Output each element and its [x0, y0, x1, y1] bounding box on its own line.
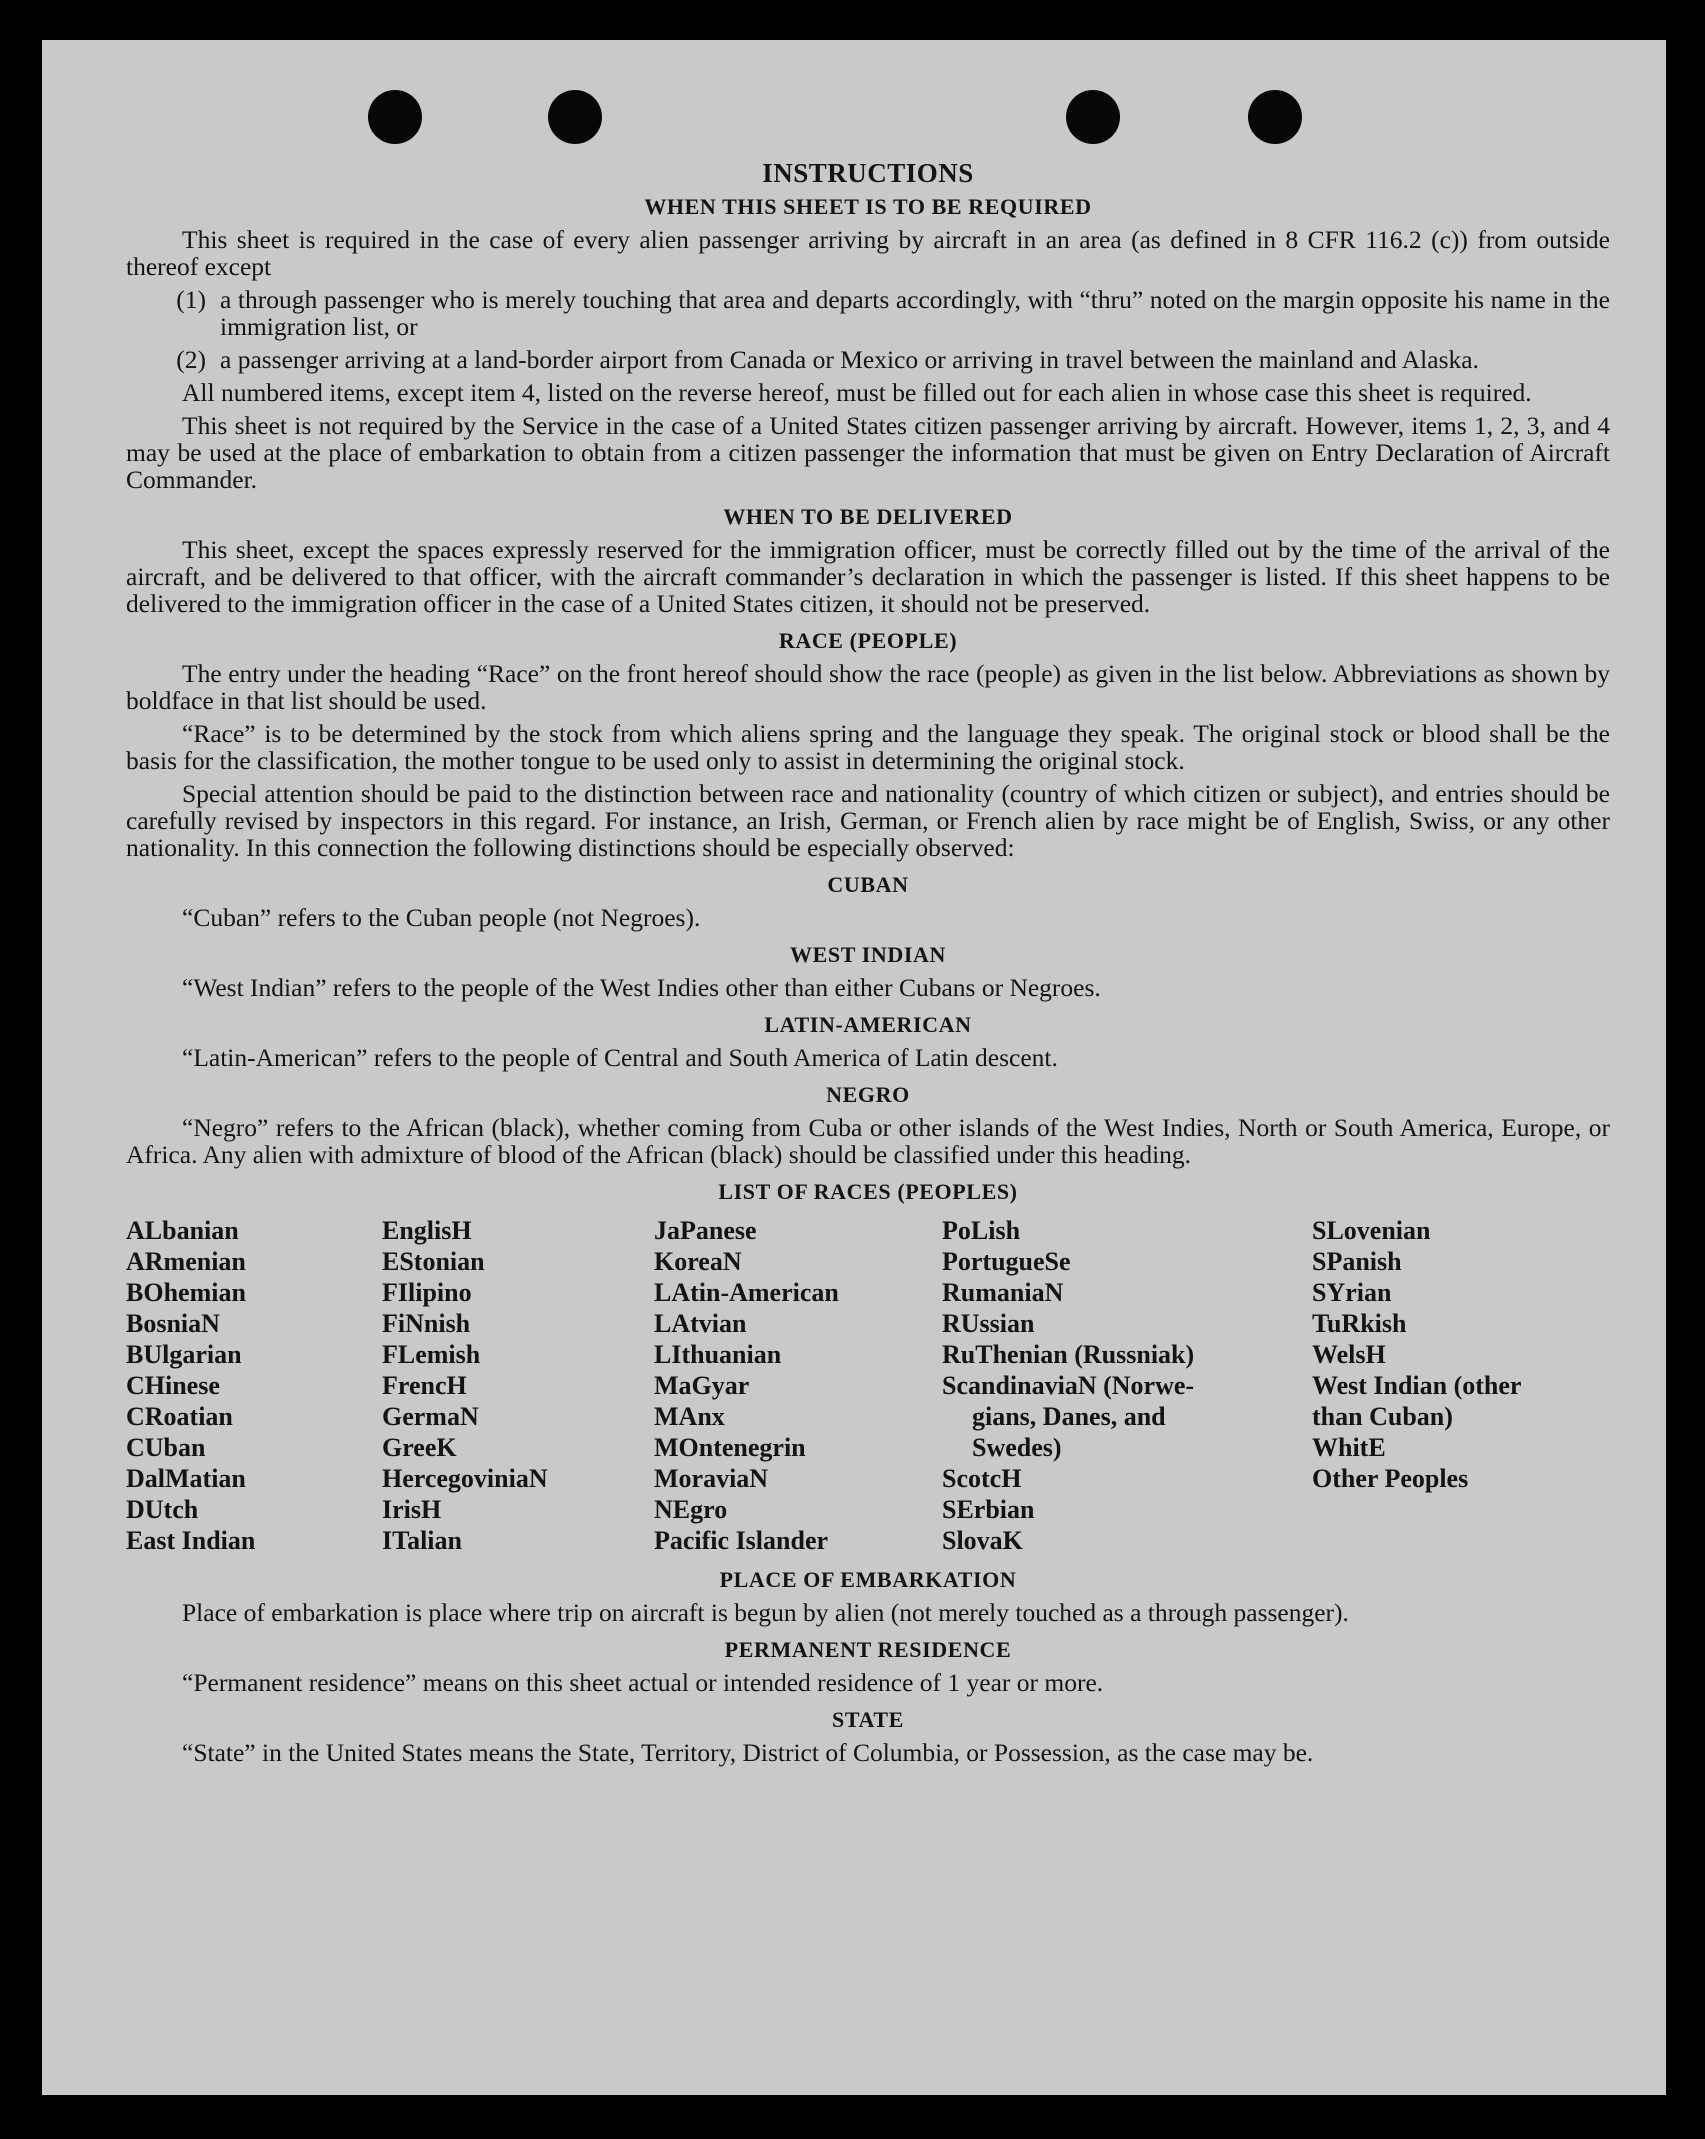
section-heading-list-of-races: LIST OF RACES (PEOPLES) [718, 1179, 1018, 1204]
race-entry: Other Peoples [1312, 1464, 1469, 1493]
race-entry: HercegoviniaN [382, 1464, 548, 1493]
section-heading-negro: NEGRO [826, 1082, 910, 1107]
paragraph-delivery: This sheet, except the spaces expressly reserved for the immigration officer, must be correctly filled out by the time of the arrival of the aircraft, and be delivered to that officer, with the aircraft commander’s declaration in which the passenger is listed. If this sheet happens to be delivered to the immigration officer in the case of a United States citizen, it should not be preserved. [126, 535, 1610, 618]
race-entry: MOntenegrin [654, 1433, 806, 1462]
race-entry: SYrian [1312, 1278, 1392, 1307]
race-entry: LAtvian [654, 1309, 747, 1338]
race-entry: BOhemian [126, 1278, 246, 1307]
section-heading-race: RACE (PEOPLE) [778, 628, 958, 653]
document-body [126, 118, 1610, 1766]
item-text: a through passenger who is merely touching that area and departs accordingly, with “thru” noted on the margin opposite his name in the immigration list, or [220, 285, 1610, 341]
race-entry: BosniaN [126, 1309, 220, 1338]
race-entry: Pacific Islander [654, 1526, 829, 1555]
item-number: (1) [176, 285, 206, 314]
race-entry: DalMatian [126, 1464, 246, 1493]
race-entry: IrisH [382, 1495, 442, 1524]
race-entry: FIlipino [382, 1278, 472, 1307]
race-list-column [382, 1215, 654, 1556]
race-entry-continued: gians, Danes, and [972, 1402, 1166, 1431]
race-list-column [1312, 1215, 1610, 1556]
race-entry: FiNnish [382, 1309, 471, 1338]
race-entry-continued: than Cuban) [1312, 1402, 1453, 1431]
paragraph-race-nationality: Special attention should be paid to the distinction between race and nationality (country of which citizen or subject), and entries should be carefully revised by inspectors in this regard. For instance, an Irish, German, or French alien by race might be of English, Swiss, or any other nationality. In this connection the following distinctions should be especially observed: [126, 779, 1610, 862]
race-entry: East Indian [126, 1526, 256, 1555]
paragraph-required-intro: This sheet is required in the case of every alien passenger arriving by aircraft in an area (as defined in 8 CFR 116.2 (c)) from outside thereof except [126, 225, 1610, 281]
race-entry: West Indian (other [1312, 1371, 1522, 1400]
race-entry: WelsH [1312, 1340, 1386, 1369]
section-heading-embarkation: PLACE OF EMBARKATION [719, 1567, 1017, 1592]
race-list-column [654, 1215, 942, 1556]
section-heading-west-indian: WEST INDIAN [790, 942, 946, 967]
paragraph-state: “State” in the United States means the State, Territory, District of Columbia, or Possession, as the case may be. [182, 1738, 1314, 1767]
page-title: INSTRUCTIONS [762, 158, 974, 188]
paragraph-west-indian: “West Indian” refers to the people of the West Indies other than either Cubans or Negroes. [182, 973, 1101, 1002]
race-entry: CHinese [126, 1371, 220, 1400]
race-entry: WhitE [1312, 1433, 1386, 1462]
race-entry: TuRkish [1312, 1309, 1407, 1338]
race-entry: MoraviaN [654, 1464, 769, 1493]
race-entry: CRoatian [126, 1402, 233, 1431]
race-entry: RumaniaN [942, 1278, 1064, 1307]
race-entry: ScandinaviaN (Norwe- [942, 1371, 1195, 1400]
race-entry: PoLish [942, 1216, 1021, 1245]
section-heading-state: STATE [832, 1707, 904, 1732]
race-entry: LIthuanian [654, 1340, 782, 1369]
section-heading-when-delivered: WHEN TO BE DELIVERED [723, 504, 1013, 529]
race-list [126, 1215, 1610, 1556]
race-entry: ScotcH [942, 1464, 1022, 1493]
race-entry: ITalian [382, 1526, 462, 1555]
race-entry: MaGyar [654, 1371, 750, 1400]
race-entry: JaPanese [654, 1216, 757, 1245]
paragraph-negro: “Negro” refers to the African (black), whether coming from Cuba or other islands of the West Indies, North or South America, Europe, or Africa. Any alien with admixture of blood of the African (black) should be classified under this heading. [126, 1113, 1610, 1169]
race-entry: SErbian [942, 1495, 1035, 1524]
race-entry: GermaN [382, 1402, 479, 1431]
race-entry: GreeK [382, 1433, 457, 1462]
race-entry: SlovaK [942, 1526, 1023, 1555]
section-heading-cuban: CUBAN [827, 872, 909, 897]
exception-item [126, 286, 1610, 340]
race-entry: FrencH [382, 1371, 467, 1400]
race-entry: RuThenian (Russniak) [942, 1340, 1195, 1369]
paragraph-citizen: This sheet is not required by the Service in the case of a United States citizen passenger arriving by aircraft. However, items 1, 2, 3, and 4 may be used at the place of embarkation to obtain from a citizen passenger the information that must be given on Entry Declaration of Aircraft Commander. [126, 411, 1610, 494]
item-text: a passenger arriving at a land-border airport from Canada or Mexico or arriving in travel between the mainland and Alaska. [220, 345, 1479, 374]
paragraph-numbered-items: All numbered items, except item 4, listed on the reverse hereof, must be filled out for each alien in whose case this sheet is required. [182, 378, 1532, 407]
race-entry: ALbanian [126, 1216, 239, 1245]
section-heading-latin-american: LATIN-AMERICAN [764, 1012, 972, 1037]
race-entry: EStonian [382, 1247, 485, 1276]
section-heading-residence: PERMANENT RESIDENCE [724, 1637, 1012, 1662]
race-list-column [126, 1215, 382, 1556]
paragraph-race-definition: “Race” is to be determined by the stock from which aliens spring and the language they speak. The original stock or blood shall be the basis for the classification, the mother tongue to be used only to assist in determining the original stock. [126, 719, 1610, 775]
exception-item [126, 346, 1610, 373]
race-entry: FLemish [382, 1340, 481, 1369]
item-number: (2) [176, 345, 206, 374]
race-entry: SPanish [1312, 1247, 1402, 1276]
race-entry: SLovenian [1312, 1216, 1431, 1245]
race-entry: CUban [126, 1433, 206, 1462]
document-page [42, 40, 1666, 2095]
paragraph-latin-american: “Latin-American” refers to the people of Central and South America of Latin descent. [182, 1043, 1058, 1072]
race-entry: KoreaN [654, 1247, 742, 1276]
paragraph-cuban: “Cuban” refers to the Cuban people (not Negroes). [182, 903, 701, 932]
paragraph-race-entry: The entry under the heading “Race” on the front hereof should show the race (people) as given in the list below. Abbreviations as shown by boldface in that list should be used. [126, 659, 1610, 715]
section-heading-when-required: WHEN THIS SHEET IS TO BE REQUIRED [644, 194, 1092, 219]
paragraph-residence: “Permanent residence” means on this sheet actual or intended residence of 1 year or more. [182, 1668, 1104, 1697]
race-entry: RUssian [942, 1309, 1035, 1338]
race-entry: LAtin-American [654, 1278, 839, 1307]
race-entry: DUtch [126, 1495, 199, 1524]
race-entry: EnglisH [382, 1216, 472, 1245]
race-entry: ARmenian [126, 1247, 246, 1276]
race-entry-continued: Swedes) [972, 1433, 1062, 1462]
race-entry: MAnx [654, 1402, 725, 1431]
race-entry: NEgro [654, 1495, 728, 1524]
race-entry: BUlgarian [126, 1340, 242, 1369]
paragraph-embarkation: Place of embarkation is place where trip on aircraft is begun by alien (not merely touched as a through passenger). [182, 1598, 1349, 1627]
race-list-column [942, 1215, 1312, 1556]
race-entry: PortugueSe [942, 1247, 1071, 1276]
